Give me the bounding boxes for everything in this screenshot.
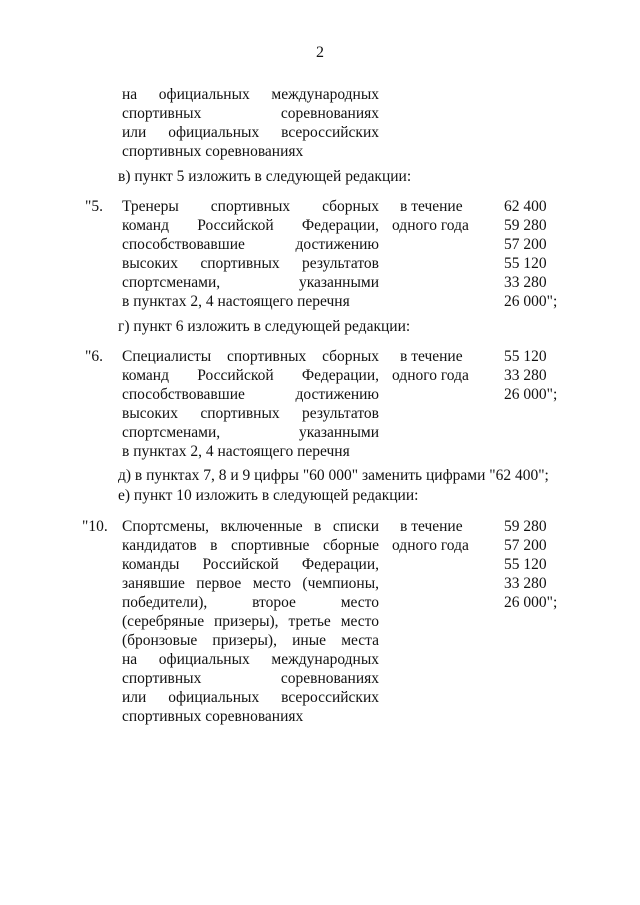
item-text-line: Спортсмены, включенные в списки: [122, 518, 379, 535]
item-text-line: спортсменами, указанными: [122, 424, 379, 441]
period-line: в течение: [400, 518, 463, 535]
item-text-line: (серебряные призеры), третье место: [122, 613, 379, 630]
item-text-line: спортивных соревнованиях: [122, 708, 304, 725]
instruction-e: е) пункт 10 изложить в следующей редакции:: [118, 487, 419, 504]
period-line: в течение: [400, 198, 463, 215]
amount: 33 280: [504, 575, 547, 592]
period-line: одного года: [392, 367, 469, 384]
amount: 55 120: [504, 556, 547, 573]
item-text-line: спортсменами, указанными: [122, 274, 379, 291]
item-text-line: победители), второе место: [122, 594, 379, 611]
continuation-line: спортивных соревнованиях: [122, 105, 379, 122]
item-marker: "10.: [82, 518, 108, 535]
item-text-line: команд Российской Федерации,: [122, 217, 379, 234]
item-text-line: в пунктах 2, 4 настоящего перечня: [122, 443, 350, 460]
item-text-line: способствовавшие достижению: [122, 386, 379, 403]
period-line: одного года: [392, 217, 469, 234]
amount: 26 000";: [504, 386, 558, 403]
amount: 33 280: [504, 274, 547, 291]
item-text-line: (бронзовые призеры), иные места: [122, 632, 379, 649]
continuation-line: или официальных всероссийских: [122, 124, 379, 141]
item-text-line: способствовавшие достижению: [122, 236, 379, 253]
item-marker: "6.: [85, 348, 103, 365]
continuation-line: на официальных международных: [122, 86, 379, 103]
item-text-line: на официальных международных: [122, 651, 379, 668]
amount: 59 280: [504, 518, 547, 535]
item-text-line: высоких спортивных результатов: [122, 405, 379, 422]
amount: 26 000";: [504, 594, 558, 611]
amount: 55 120: [504, 348, 547, 365]
item-text-line: спортивных соревнованиях: [122, 670, 379, 687]
item-marker: "5.: [85, 198, 103, 215]
item-text-line: команды Российской Федерации,: [122, 556, 379, 573]
amount: 26 000";: [504, 293, 558, 310]
item-text-line: в пунктах 2, 4 настоящего перечня: [122, 293, 350, 310]
item-text-line: занявшие первое место (чемпионы,: [122, 575, 379, 592]
amount: 57 200: [504, 537, 547, 554]
item-text-line: команд Российской Федерации,: [122, 367, 379, 384]
instruction-g: г) пункт 6 изложить в следующей редакции:: [118, 318, 411, 335]
item-text-line: Тренеры спортивных сборных: [122, 198, 379, 215]
continuation-line: спортивных соревнованиях: [122, 143, 304, 160]
item-text-line: высоких спортивных результатов: [122, 255, 379, 272]
instruction-d: д) в пунктах 7, 8 и 9 цифры "60 000" заменить цифрами "62 400";: [118, 467, 549, 484]
page-number: 2: [316, 44, 324, 61]
period-line: в течение: [400, 348, 463, 365]
instruction-v: в) пункт 5 изложить в следующей редакции:: [118, 168, 412, 185]
period-line: одного года: [392, 537, 469, 554]
amount: 62 400: [504, 198, 547, 215]
amount: 33 280: [504, 367, 547, 384]
amount: 57 200: [504, 236, 547, 253]
amount: 55 120: [504, 255, 547, 272]
item-text-line: или официальных всероссийских: [122, 689, 379, 706]
amount: 59 280: [504, 217, 547, 234]
item-text-line: Специалисты спортивных сборных: [122, 348, 379, 365]
item-text-line: кандидатов в спортивные сборные: [122, 537, 379, 554]
